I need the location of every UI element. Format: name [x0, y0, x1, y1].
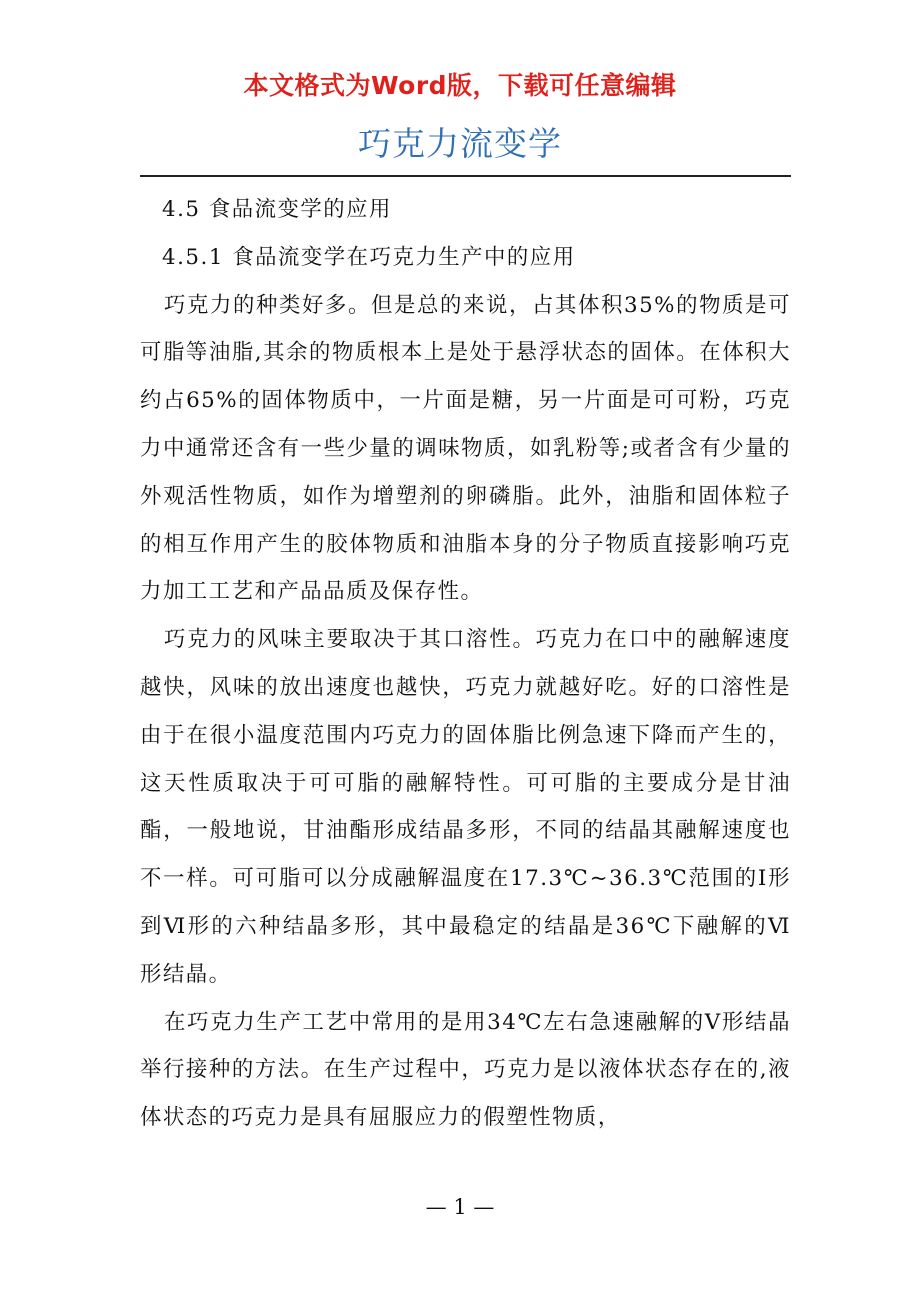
paragraph-production-process: 在巧克力生产工艺中常用的是用34℃左右急速融解的V形结晶举行接种的方法。在生产过程中，巧克力是以液体状态存在的,液体状态的巧克力是具有屈服应力的假塑性物质，: [140, 1009, 791, 1131]
paragraph-composition: 巧克力的种类好多。但是总的来说，占其体积35%的物质是可可脂等油脂,其余的物质根本上是处于悬浮状态的固体。在体积大约占65%的固体物质中，一片面是糖，另一片面是可可粉，巧克力中通常还含有一些少量的调味物质，如乳粉等;或者含有少量的外观活性物质，如作为增塑剂的卵磷脂。此外，油脂和固体粒子的相互作用产生的胶体物质和油脂本身的分子物质直接影响巧克力加工工艺和产品品质及保存性。: [140, 292, 791, 605]
document-title: 巧克力流变学: [358, 124, 562, 163]
paragraph-flavor-melting: 巧克力的风味主要取决于其口溶性。巧克力在口中的融解速度越快，风味的放出速度也越快，巧克力就越好吃。好的口溶性是由于在很小温度范围内巧克力的固体脂比例急速下降而产生的，这天性质取决于可可脂的融解特性。可可脂的主要成分是甘油酯，一般地说，甘油酯形成结晶多形，不同的结晶其融解速度也不一样。可可脂可以分成融解温度在17.3℃~36.3℃范围的Ⅰ形到Ⅵ形的六种结晶多形，其中最稳定的结晶是36℃下融解的Ⅵ形结晶。: [140, 627, 791, 987]
title-divider: [140, 175, 791, 177]
word-format-notice: 本文格式为Word版，下载可任意编辑: [243, 71, 677, 100]
page-number: — 1 —: [425, 1195, 495, 1219]
section-heading: 4.5 食品流变学的应用: [162, 197, 392, 222]
document-body: [140, 186, 791, 1142]
subsection-heading: 4.5.1 食品流变学在巧克力生产中的应用: [162, 244, 576, 270]
